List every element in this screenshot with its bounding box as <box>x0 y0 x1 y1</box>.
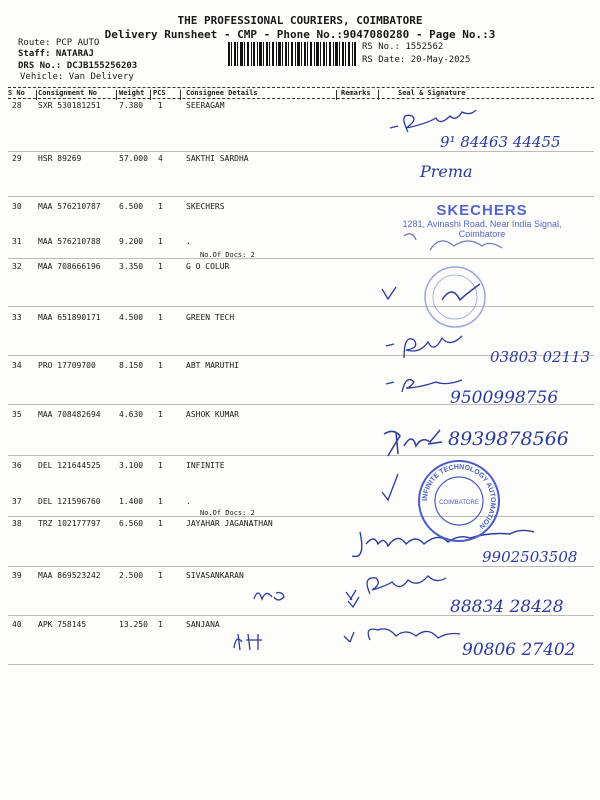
row-divider <box>8 151 594 152</box>
rs-number: RS No.: 1552562 <box>362 42 444 52</box>
row-weight: 7.380 <box>119 101 144 110</box>
row-consignee: ABT MARUTHI <box>186 361 239 370</box>
row-pcs: 1 <box>158 461 163 470</box>
row-pcs: 1 <box>158 262 163 271</box>
row-pcs: 1 <box>158 571 163 580</box>
col-divider <box>378 90 379 100</box>
company-title: THE PROFESSIONAL COURIERS, COIMBATORE <box>177 14 423 27</box>
col-weight: Weight <box>119 89 145 97</box>
row-sno: 32 <box>12 262 22 271</box>
col-consignee: Consignee Details <box>186 89 258 97</box>
row-consignee: SKECHERS <box>186 202 225 211</box>
row-pcs: 1 <box>158 519 163 528</box>
row-sno: 39 <box>12 571 22 580</box>
row-sno: 37 <box>12 497 22 506</box>
row-consignment: MAA 576210787 <box>38 202 101 211</box>
row-sno: 28 <box>12 101 22 110</box>
row-docs: No.Of Docs: 2 <box>200 251 255 259</box>
row-weight: 13.250 <box>119 620 148 629</box>
handwritten-phone: 9¹ 84463 44455 <box>440 133 561 151</box>
col-pcs: PCS <box>153 89 166 97</box>
row-weight: 57.000 <box>119 154 148 163</box>
drs-number: DRS No.: DCJB155256203 <box>18 61 138 71</box>
row-weight: 6.500 <box>119 202 144 211</box>
row-consignment: TRZ 102177797 <box>38 519 101 528</box>
row-consignment: MAA 708666196 <box>38 262 101 271</box>
tick-mark <box>346 595 362 609</box>
row-sno: 35 <box>12 410 22 419</box>
row-consignment: MAA 869523242 <box>38 571 101 580</box>
row-consignee: INFINITE <box>186 461 225 470</box>
rs-date: RS Date: 20-May-2025 <box>362 55 471 65</box>
remark-scribble <box>228 630 268 656</box>
tick-mark <box>380 285 400 301</box>
signature-row40 <box>340 622 470 658</box>
row-consignee: ASHOK KUMAR <box>186 410 239 419</box>
handwritten-phone: 8939878566 <box>448 428 569 450</box>
row-divider <box>8 306 594 307</box>
handwritten-phone: 9902503508 <box>482 548 578 566</box>
row-consignment: APK 758145 <box>38 620 87 629</box>
col-divider <box>150 90 151 100</box>
vehicle: Vehicle: Van Delivery <box>20 72 134 82</box>
row-consignment: SXR 530181251 <box>38 101 101 110</box>
row-divider <box>8 455 594 456</box>
row-consignee: JAYAHAR JAGANATHAN <box>186 519 273 528</box>
row-consignment: HSR 89269 <box>38 154 82 163</box>
tick-mark <box>378 468 418 508</box>
row-divider <box>8 566 594 567</box>
row-consignee: SANJANA <box>186 620 220 629</box>
row-consignment: MAA 651890171 <box>38 313 101 322</box>
row-consignee: . <box>186 237 191 246</box>
row-consignee: SEERAGAM <box>186 101 225 110</box>
row-sno: 40 <box>12 620 22 629</box>
row-weight: 6.560 <box>119 519 144 528</box>
row-pcs: 1 <box>158 497 163 506</box>
row-pcs: 1 <box>158 237 163 246</box>
col-divider <box>180 90 181 100</box>
row-sno: 31 <box>12 237 22 246</box>
col-sno: S No <box>8 89 25 97</box>
signature-row34 <box>380 330 490 365</box>
barcode <box>228 42 356 66</box>
col-remarks: Remarks <box>341 89 371 97</box>
row-pcs: 1 <box>158 101 163 110</box>
row-pcs: 1 <box>158 361 163 370</box>
row-sno: 29 <box>12 154 22 163</box>
row-weight: 4.630 <box>119 410 144 419</box>
staff: Staff: NATARAJ <box>18 49 94 59</box>
row-docs: No.Of Docs: 2 <box>200 509 255 517</box>
row-sno: 30 <box>12 202 22 211</box>
row-consignment: DEL 121644525 <box>38 461 101 470</box>
stamp-center-text: COIMBATORE <box>439 500 479 506</box>
row-weight: 4.500 <box>119 313 144 322</box>
handwritten-name: Prema <box>420 162 473 181</box>
row-divider <box>8 196 594 197</box>
row-consignment: MAA 576210788 <box>38 237 101 246</box>
remark-scribble <box>250 585 290 605</box>
row-consignment: MAA 708482694 <box>38 410 101 419</box>
row-sno: 34 <box>12 361 22 370</box>
stamp-ring-text: INFINITE TECHNOLOGY AUTOMATION <box>421 463 497 530</box>
header-bottom-rule <box>8 98 594 99</box>
stamp-company: SKECHERS <box>436 202 528 219</box>
row-consignee: SAKTHI SARDHA <box>186 154 249 163</box>
col-divider <box>116 90 117 100</box>
row-sno: 38 <box>12 519 22 528</box>
row-sno: 33 <box>12 313 22 322</box>
faint-round-stamp <box>420 262 490 332</box>
row-consignee: GREEN TECH <box>186 313 235 322</box>
row-consignment: PRO 17709700 <box>38 361 96 370</box>
row-pcs: 1 <box>158 410 163 419</box>
route: Route: PCP AUTO <box>18 38 100 48</box>
row-consignee: . <box>186 497 191 506</box>
row-sno: 36 <box>12 461 22 470</box>
col-divider <box>36 90 37 100</box>
col-divider <box>336 90 337 100</box>
handwritten-phone: 9500998756 <box>450 388 559 408</box>
handwritten-phone: 90806 27402 <box>462 640 576 660</box>
row-consignment: DEL 121596760 <box>38 497 101 506</box>
row-divider <box>8 516 594 517</box>
handwritten-phone: 03803 02113 <box>490 348 591 366</box>
stamp-address: 1281, Avinashi Road, Near India Signal, <box>402 219 562 229</box>
row-weight: 1.400 <box>119 497 144 506</box>
handwritten-phone: 88834 28428 <box>450 597 564 617</box>
signature-row35 <box>378 424 458 458</box>
col-seal: Seal & Signature <box>398 89 466 97</box>
row-divider <box>8 664 594 665</box>
row-weight: 2.500 <box>119 571 144 580</box>
stamp-city: Coimbatore <box>458 229 506 239</box>
infinite-stamp <box>416 458 502 544</box>
row-weight: 8.150 <box>119 361 144 370</box>
header-top-rule <box>8 87 594 88</box>
row-pcs: 1 <box>158 620 163 629</box>
row-pcs: 1 <box>158 313 163 322</box>
row-pcs: 4 <box>158 154 163 163</box>
row-weight: 3.350 <box>119 262 144 271</box>
row-weight: 9.200 <box>119 237 144 246</box>
row-consignee: G O COLUR <box>186 262 230 271</box>
row-weight: 3.100 <box>119 461 144 470</box>
col-consignment: Consignment No <box>38 89 98 97</box>
runsheet-subtitle: Delivery Runsheet - CMP - Phone No.:9047080280 - Page No.:3 <box>104 28 496 41</box>
row-consignee: SIVASANKARAN <box>186 571 244 580</box>
row-pcs: 1 <box>158 202 163 211</box>
